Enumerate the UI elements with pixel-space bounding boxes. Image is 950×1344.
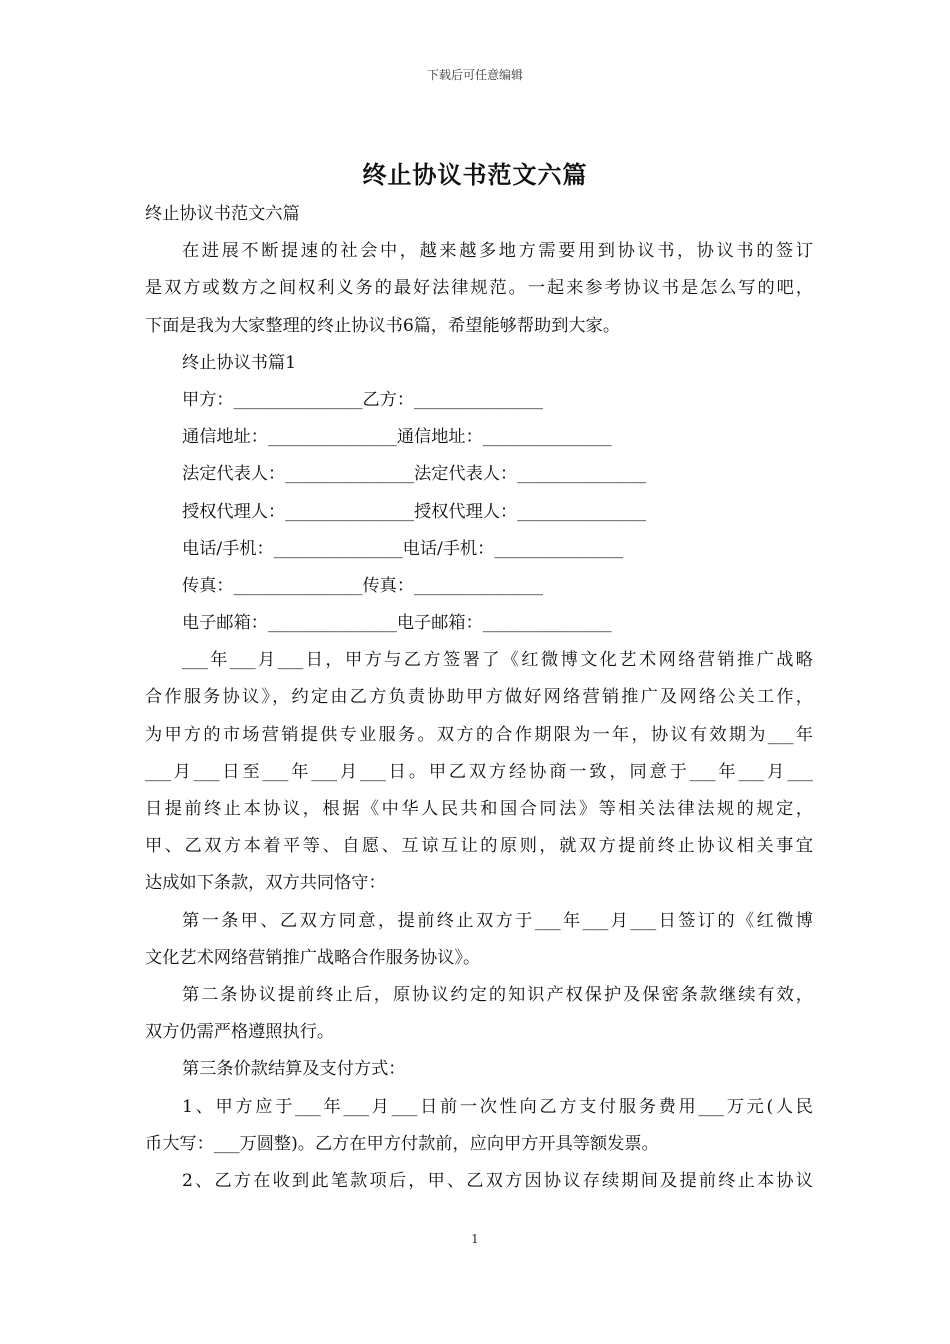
text-line: 文化艺术网络营销推广战略合作服务协议》。 (145, 947, 481, 968)
text-line: 达成如下条款，双方共同恪守： (145, 873, 386, 894)
text-line: 甲、乙双方本着平等、自愿、互谅互让的原则，就双方提前终止协议相关事宜 (145, 836, 813, 857)
text-line: 下面是我为大家整理的终止协议书6篇，希望能够帮助到大家。 (145, 315, 621, 336)
text-line: 在进展不断提速的社会中，越来越多地方需要用到协议书，协议书的签订 (182, 241, 813, 262)
text-line: ___年___月___日，甲方与乙方签署了《红微博文化艺术网络营销推广战略 (182, 650, 813, 671)
text-line: 是双方或数方之间权利义务的最好法律规范。一起来参考协议书是怎么写的吧， (145, 278, 813, 299)
text-line: 终止协议书范文六篇 (145, 204, 300, 224)
text-line: 通信地址：_______________通信地址：_______________ (182, 427, 612, 448)
text-line: 币大写：___万圆整)。乙方在甲方付款前，应向甲方开具等额发票。 (145, 1133, 659, 1154)
text-line: 电子邮箱：_______________电子邮箱：_______________ (182, 613, 612, 634)
text-line: 电话/手机：_______________电话/手机：_______________ (182, 538, 624, 559)
text-line: 为甲方的市场营销提供专业服务。双方的合作期限为一年，协议有效期为___年 (145, 724, 813, 745)
text-line: 第二条协议提前终止后，原协议约定的知识产权保护及保密条款继续有效， (182, 984, 813, 1005)
text-line: 第三条价款结算及支付方式： (182, 1059, 406, 1080)
text-line: 1、甲方应于___年___月___日前一次性向乙方支付服务费用___万元(人民 (182, 1096, 813, 1117)
text-line: 终止协议书篇1 (182, 352, 297, 373)
page-number: 1 (471, 1232, 479, 1246)
text-line: 甲方：_______________乙方：_______________ (182, 389, 543, 410)
text-line: 双方仍需严格遵照执行。 (145, 1022, 335, 1043)
text-line: 日提前终止本协议，根据《中华人民共和国合同法》等相关法律法规的规定， (145, 799, 813, 819)
text-line: 授权代理人：_______________授权代理人：_______________ (182, 501, 647, 522)
text-line: 2、乙方在收到此笔款项后，甲、乙双方因协议存续期间及提前终止本协议 (182, 1170, 813, 1191)
text-line: 合作服务协议》，约定由乙方负责协助甲方做好网络营销推广及网络公关工作， (145, 687, 813, 708)
text-line: 传真：_______________传真：_______________ (182, 575, 543, 596)
text-line: ___月___日至___年___月___日。甲乙双方经协商一致，同意于___年___月___ (145, 761, 813, 782)
text-line: 第一条甲、乙双方同意，提前终止双方于___年___月___日签订的《红微博 (182, 910, 813, 931)
document-body (145, 196, 813, 1200)
header-note: 下载后可任意编辑 (426, 68, 523, 82)
document-title: 终止协议书范文六篇 (362, 160, 588, 189)
text-line: 法定代表人：_______________法定代表人：_______________ (182, 464, 647, 485)
